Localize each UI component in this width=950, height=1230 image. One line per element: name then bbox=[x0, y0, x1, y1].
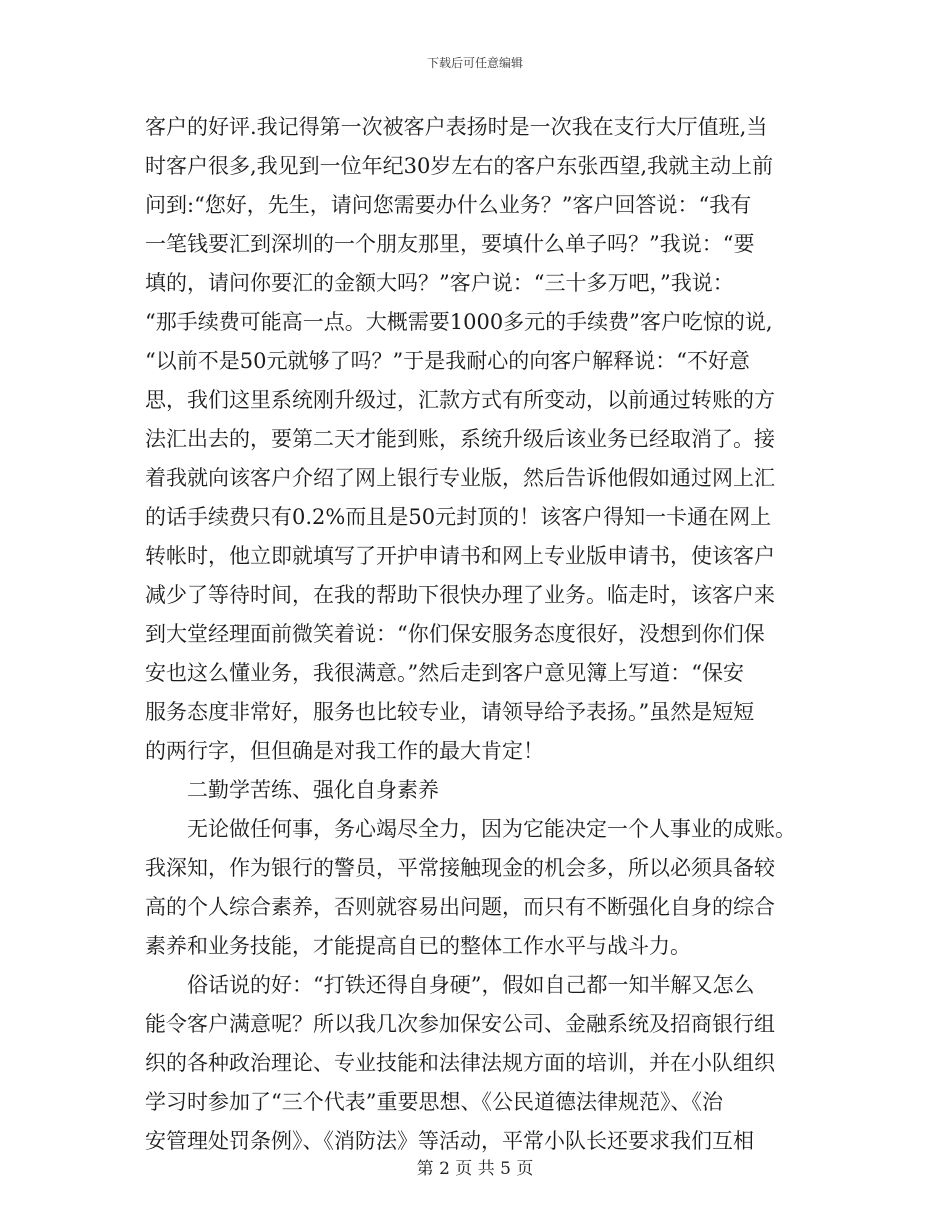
body-line: 法汇出去的，要第二天才能到账，系统升级后该业务已经取消了。接 bbox=[145, 427, 775, 451]
body-line: 问到:“您好，先生，请问您需要办什么业务？”客户回答说：“我有 bbox=[145, 193, 752, 217]
body-line: 减少了等待时间，在我的帮助下很快办理了业务。临走时，该客户来 bbox=[145, 583, 775, 607]
body-line: 无论做任何事，务心竭尽全力，因为它能决定一个人事业的成账。 bbox=[187, 817, 796, 841]
page-footer: 第 2 页 共 5 页 bbox=[416, 1159, 534, 1179]
body-line: 我深知，作为银行的警员，平常接触现金的机会多，所以必须具备较 bbox=[145, 856, 775, 880]
body-line: 学习时参加了“三个代表”重要思想、《公民道德法律规范》、《治 bbox=[145, 1090, 723, 1114]
body-line: 一笔钱要汇到深圳的一个朋友那里，要填什么单子吗？”我说：“要 bbox=[145, 232, 755, 256]
body-line: “以前不是50元就够了吗？”于是我耐心的向客户解释说：“不好意 bbox=[145, 349, 750, 373]
body-line: 安管理处罚条例》、《消防法》等活动，平常小队长还要求我们互相 bbox=[145, 1129, 754, 1153]
document-body bbox=[145, 108, 810, 1161]
body-line: 的两行字，但但确是对我工作的最大肯定！ bbox=[145, 739, 544, 763]
body-line: 思，我们这里系统刚升级过，汇款方式有所变动，以前通过转账的方 bbox=[145, 388, 775, 412]
body-line: 时客户很多,我见到一位年纪30岁左右的客户东张西望,我就主动上前 bbox=[145, 154, 774, 178]
body-line: 俗话说的好：“打铁还得自身硬”，假如自己都一知半解又怎么 bbox=[187, 973, 755, 997]
body-line: 转帐时，他立即就填写了开护申请书和网上专业版申请书，使该客户 bbox=[145, 544, 775, 568]
page-header: 下载后可任意编辑 bbox=[426, 56, 523, 70]
body-line: 服务态度非常好，服务也比较专业，请领导给予表扬。”虽然是短短 bbox=[145, 700, 755, 724]
body-line: 织的各种政治理论、专业技能和法律法规方面的培训，并在小队组织 bbox=[145, 1051, 775, 1075]
body-line: 高的个人综合素养，否则就容易出问题，而只有不断强化自身的综合 bbox=[145, 895, 775, 919]
body-line: 填的，请问你要汇的金额大吗？”客户说：“三十多万吧，”我说： bbox=[145, 271, 734, 295]
body-line: 安也这么懂业务，我很满意。”然后走到客户意见簿上写道：“保安 bbox=[145, 661, 744, 685]
body-line: “那手续费可能高一点。大概需要1000多元的手续费”客户吃惊的说, bbox=[145, 310, 773, 334]
body-line: 客户的好评.我记得第一次被客户表扬时是一次我在支行大厅值班,当 bbox=[145, 115, 768, 139]
body-line: 到大堂经理面前微笑着说：“你们保安服务态度很好，没想到你们保 bbox=[145, 622, 765, 646]
section-heading: 二勤学苦练、强化自身素养 bbox=[187, 778, 439, 802]
body-line: 能令客户满意呢？所以我几次参加保安公司、金融系统及招商银行组 bbox=[145, 1012, 775, 1036]
body-line: 着我就向该客户介绍了网上银行专业版，然后告诉他假如通过网上汇 bbox=[145, 466, 775, 490]
body-line: 的话手续费只有0.2%而且是50元封顶的！该客户得知一卡通在网上 bbox=[145, 505, 772, 529]
body-line: 素养和业务技能，才能提高自已的整体工作水平与战斗力。 bbox=[145, 934, 691, 958]
